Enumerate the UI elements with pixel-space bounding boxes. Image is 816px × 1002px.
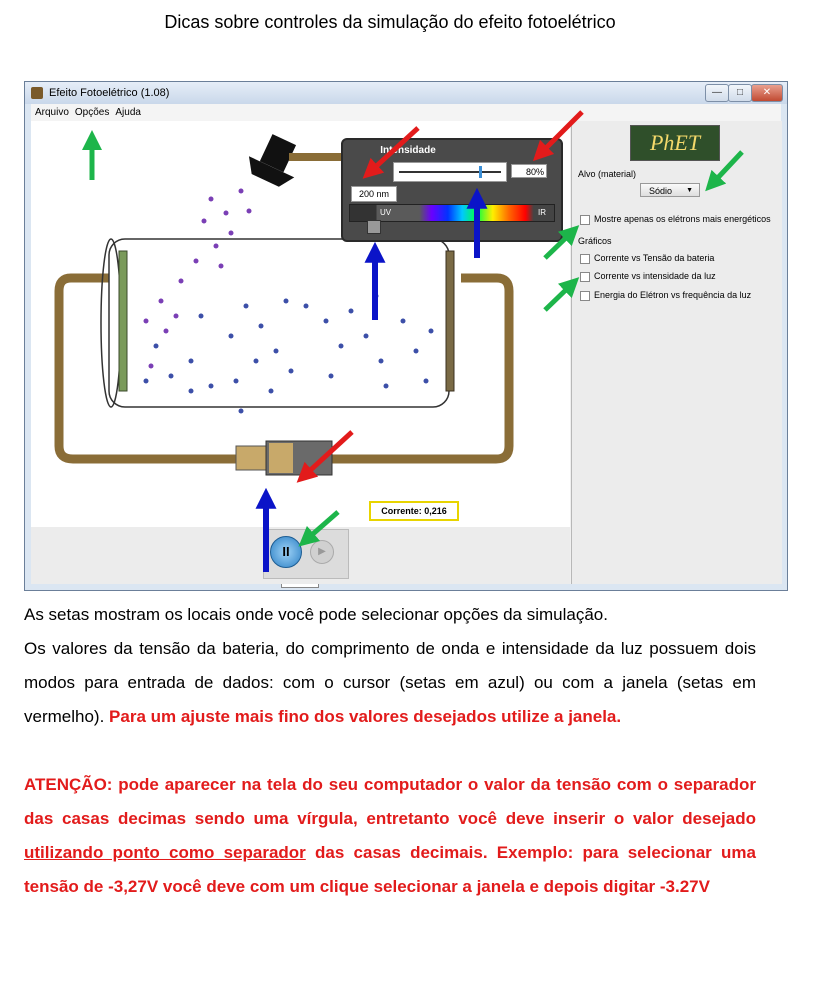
uv-label: UV xyxy=(380,208,392,217)
menu-opcoes[interactable]: Opções xyxy=(74,107,110,118)
graph2-label: Corrente vs intensidade da luz xyxy=(594,271,716,281)
input-modes-paragraph xyxy=(24,632,756,734)
ir-label: IR xyxy=(538,208,546,217)
pause-button[interactable]: II xyxy=(270,536,302,568)
warning-underlined: utilizando ponto como separador xyxy=(24,843,306,862)
arrow-target xyxy=(712,152,742,184)
page-title: Dicas sobre controles da simulação do efeito fotoelétrico xyxy=(164,12,616,32)
only-energetic-label: Mostre apenas os elétrons mais energéticos xyxy=(594,214,771,224)
target-label: Alvo (material) xyxy=(578,169,637,179)
minimize-button[interactable]: — xyxy=(705,84,729,102)
menu-ajuda[interactable]: Ajuda xyxy=(115,107,141,118)
blue-arrows xyxy=(266,198,477,572)
phet-logo[interactable]: PhET xyxy=(630,125,720,161)
menu-arquivo[interactable]: Arquivo xyxy=(35,107,69,118)
warning-text-b: das casas decimais. Exemplo: para selecionar uma tensão de -3,27V você deve com um clique selecionar a janela e depois digitar -3.27V xyxy=(24,843,756,896)
arrow-energetic xyxy=(545,232,572,258)
arrow-intensity-box xyxy=(540,112,582,154)
maximize-button[interactable]: □ xyxy=(728,84,752,102)
window-title: Efeito Fotoelétrico (1.08) xyxy=(49,87,170,99)
intensity-title: Intensidade xyxy=(380,145,436,156)
step-button[interactable]: ▶ xyxy=(310,540,334,564)
arrow-wavelength-box xyxy=(370,128,418,172)
warning-paragraph xyxy=(24,768,756,904)
graph3-label: Energia do Elétron vs frequência da luz xyxy=(594,290,752,300)
wavelength-input[interactable]: 200 nm xyxy=(351,186,397,202)
arrow-voltage-box xyxy=(304,432,352,476)
red-arrows xyxy=(304,112,582,476)
input-modes-text: Os valores da tensão da bateria, do comprimento de onda e intensidade da luz possuem dois modos para entrada de dados: com o cursor (setas em azul) ou com a janela (setas em vermelho). xyxy=(24,639,756,726)
intensity-input[interactable]: 80% xyxy=(511,164,547,178)
chevron-down-icon: ▼ xyxy=(686,187,693,194)
fine-adjust-tip: Para um ajuste mais fino dos valores desejados utilize a janela. xyxy=(109,707,622,726)
graph1-label: Corrente vs Tensão da bateria xyxy=(594,253,715,263)
green-arrows xyxy=(92,140,742,540)
current-readout: Corrente: 0,216 xyxy=(369,501,459,521)
graphs-title: Gráficos xyxy=(578,236,612,246)
target-material-value: Sódio xyxy=(649,186,673,196)
arrow-graphs xyxy=(545,284,572,310)
warning-text-a: ATENÇÃO: pode aparecer na tela do seu computador o valor da tensão com o separador das casas decimas sendo uma vírgula, entretanto você deve inserir o valor desejado xyxy=(24,775,756,828)
arrow-controls xyxy=(306,512,338,540)
intro-line: As setas mostram os locais onde você pode selecionar opções da simulação. xyxy=(24,605,608,624)
close-button[interactable]: ✕ xyxy=(751,84,783,102)
